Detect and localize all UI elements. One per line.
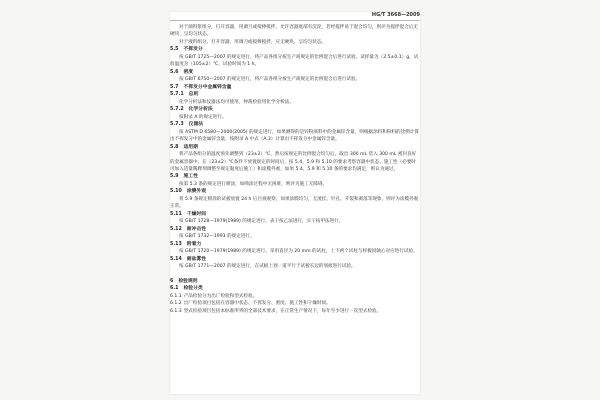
- section-heading: [170, 173, 420, 181]
- section-heading: [170, 84, 420, 92]
- paragraph: 将产品各组分的温度预先调整到（23±2）℃，然后按规定的比例混合均匀后，取出 300 mL 装入 300 mL 密封良好的金属容器中，在（23±2）℃条件下放置规定的时间后，按 5.4、5.9 和 5.10 的要求考察容器中状态、施工性（必要时可加入适量稀释剂调整至规定黏度后施工）和涂膜外观，如果 5.4、5.9 和 5.10 条的要求均满足，则认为通过。: [170, 152, 417, 173]
- section-number: 6.1.1: [170, 294, 182, 300]
- numbered-item: [170, 293, 420, 300]
- section-number: 5.9: [170, 174, 179, 180]
- paragraph: 按 GB/T 1732—1993 的规定进行。: [179, 234, 255, 240]
- section-number: 6: [170, 278, 174, 284]
- section-number: 5.7.2: [170, 107, 184, 113]
- section-text: 耐冲击性: [186, 226, 207, 232]
- section-text: 密度: [183, 69, 194, 75]
- section-heading: [170, 226, 420, 234]
- section-text: 涂膜外观: [186, 189, 207, 195]
- section-number: 6.1: [170, 286, 179, 292]
- section-number: 5.13: [170, 241, 182, 247]
- section-heading: [170, 241, 420, 249]
- paragraph: 按 GB/T 1771—2007 的规定进行，在试板上划一道平行于试板长边的划痕进行试验。: [179, 264, 356, 270]
- section-heading: [170, 256, 420, 264]
- document-page: [170, 12, 420, 394]
- section-number: 5.10: [170, 189, 182, 195]
- section-text: 施工性: [183, 174, 198, 180]
- section-text: 产品检验分为出厂检验和型式检验。: [183, 294, 258, 300]
- section-number: 6.1.3: [170, 308, 182, 314]
- section-number: 6.1.2: [170, 301, 182, 307]
- section-heading: [170, 188, 420, 196]
- section-text: 化学分析法: [188, 107, 213, 113]
- chapter-heading: [170, 278, 420, 286]
- section-text: 不挥发分: [183, 47, 203, 53]
- section-text: 不挥发分中金属锌含量: [183, 84, 232, 90]
- section-number: 5.12: [170, 226, 182, 232]
- section-text: 附着力: [186, 241, 202, 247]
- section-heading: [170, 46, 420, 54]
- section-number: 5.6: [170, 69, 179, 75]
- paragraph: 按第 5.3 条的规定进行喷涂，如喷涂过程中无困难，则评为施工无障碍。: [179, 182, 328, 188]
- section-text: 型式检验项目包括本标准所列的全部技术要求，在正常生产情况下，每年至少进行一次型式检验。: [183, 308, 382, 314]
- section-gap: [170, 271, 420, 274]
- section-text: 出厂检验项目包括在容器中状态、不挥发分、密度、施工性和干燥时间。: [183, 301, 331, 307]
- header-rule: [170, 20, 420, 21]
- section-heading: [170, 121, 420, 129]
- section-text: 总则: [188, 92, 199, 98]
- section-heading: [170, 144, 420, 152]
- paragraph: 将 5.9 条规定喷涂的试板放置 24 h 后目视观察，如果涂膜均匀，无流挂、针孔、开裂和剥落等现象，则评为涂膜外观正常。: [170, 197, 419, 210]
- section-heading: [170, 211, 420, 219]
- section-number: 5.7.1: [170, 92, 184, 98]
- paragraph: 按 GB/T 1720—1979(1989) 的规定进行，采用直径为 20 mm 的试柱，上下两个试柱与样板同轴心对应进行试验。: [179, 249, 418, 255]
- section-text: 检验规则: [178, 278, 198, 284]
- section-heading: [170, 106, 420, 114]
- section-text: 适用期: [183, 144, 198, 150]
- paragraph: 对于液料组分，打开容器，用调刀或搅棒搅拌，应无硬块，呈均匀状态。: [179, 39, 327, 45]
- paragraph: 按 GB/T 1728—1979(1989) 的规定进行，表干按乙法进行，实干按甲法进行。: [179, 219, 344, 225]
- paragraph: 按 ASTM D 6580—2000(2005) 的规定进行，如果测得的是锌粉颜料中的金属锌含量，则根据涂料和粉料的比例计算出不挥发分中的金属锌含量，按附录 A 中式（A.3）计算出不挥发分中金属锌含量。: [170, 129, 420, 143]
- section-number: 5.14: [170, 256, 182, 262]
- section-heading: [170, 69, 420, 77]
- paragraph: 按 GB/T 1725—2007 的规定进行，将产品各组分按生产商规定的比例混合后进行试验。试样量为（2.5±0.1）g，试验温度为（105±2）℃，试验时间为 1 h。: [170, 54, 419, 68]
- paragraph: 按附录 A 的规定进行。: [179, 114, 227, 120]
- section-text: 耐盐雾性: [186, 256, 207, 262]
- document-body: [170, 24, 420, 315]
- section-text: 检验分类: [183, 286, 203, 292]
- numbered-item: [170, 308, 420, 315]
- section-number: 5.8: [170, 144, 179, 150]
- section-text: 干燥时间: [186, 211, 207, 217]
- section-text: 仪器法: [188, 122, 204, 128]
- standard-code: HG/T 3668—2009: [371, 12, 420, 18]
- paragraph: 对于颜料浆组分，打开容器，用调刀或搅棒搅拌，允许容器底部有沉淀，若经搅拌易于混合均匀，则评为搅拌混合后无硬块，呈均匀状态。: [170, 25, 418, 38]
- section-number: 5.7.3: [170, 122, 184, 128]
- section-heading: [170, 285, 420, 293]
- section-heading: [170, 91, 420, 99]
- paragraph: 化学分析法和仪器法均可使用，仲裁检验用化学分析法。: [179, 99, 294, 105]
- paragraph: 按 GB/T 6750—2007 的规定进行，将产品各组分按生产商规定的比例混合后进行试验。: [179, 77, 361, 83]
- section-number: 5.5: [170, 47, 179, 53]
- numbered-item: [170, 300, 420, 307]
- section-number: 5.11: [170, 211, 182, 217]
- section-number: 5.7: [170, 84, 179, 90]
